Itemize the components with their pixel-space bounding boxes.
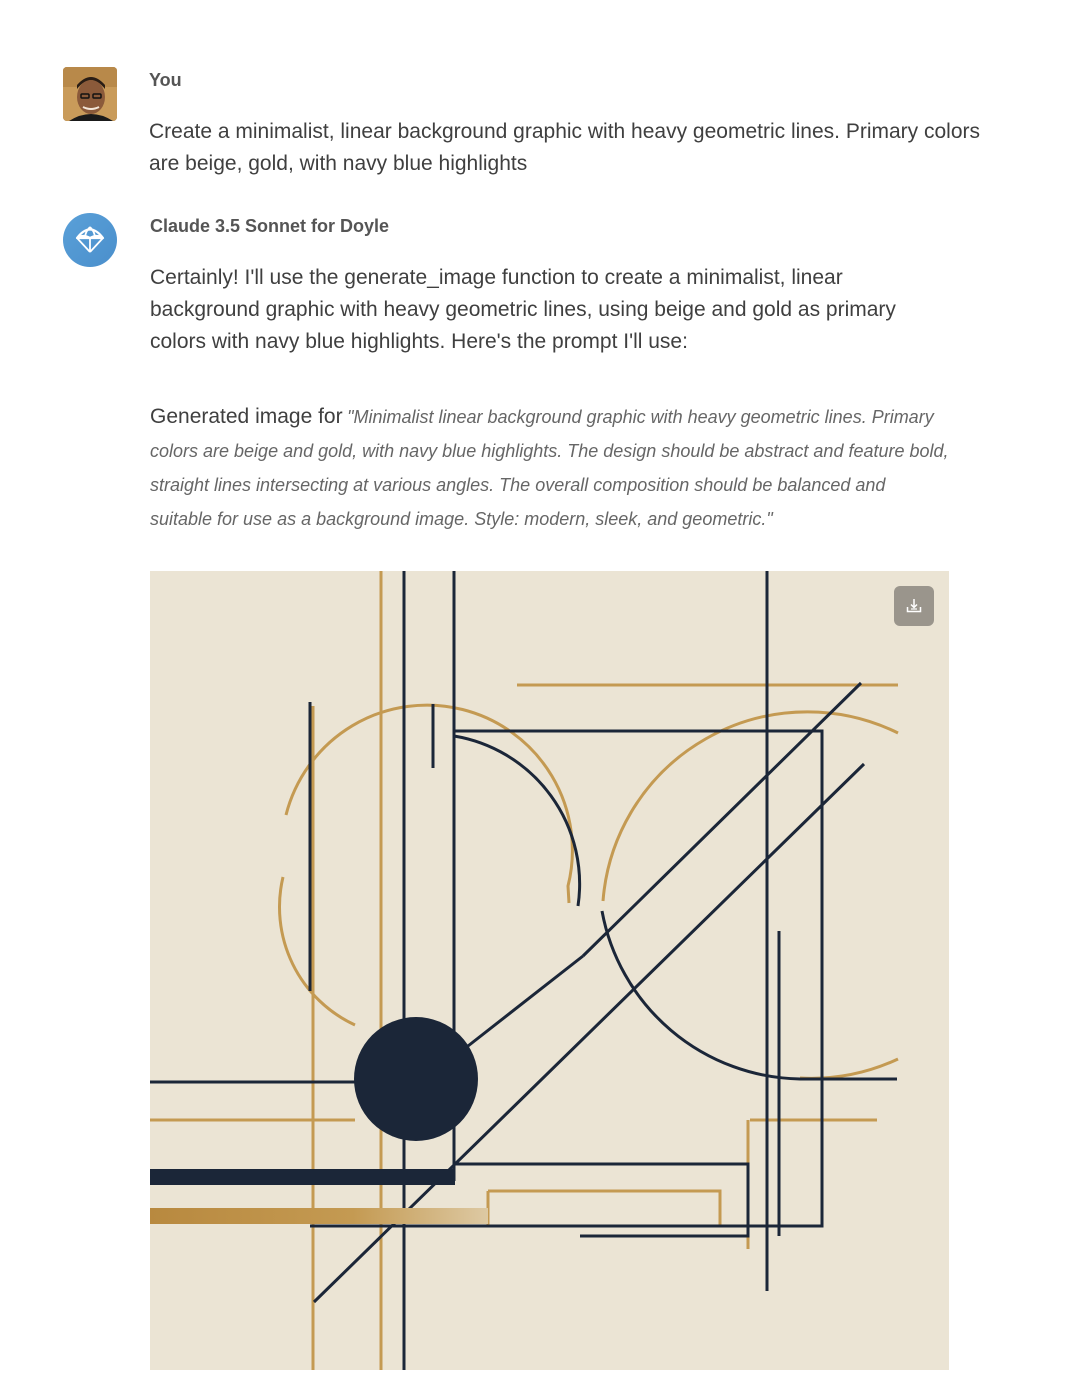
generated-image-caption (150, 401, 950, 537)
assistant-author-name: Claude 3.5 Sonnet for Doyle (150, 216, 390, 236)
download-button[interactable] (894, 586, 934, 626)
user-photo (63, 67, 117, 121)
download-icon (905, 597, 923, 615)
parachute-icon (73, 223, 107, 257)
user-avatar (63, 67, 117, 121)
user-message-text: Create a minimalist, linear background graphic with heavy geometric lines. Primary colors are beige, gold, with navy blue highlights (149, 120, 981, 175)
generated-image-lead: Generated image for (150, 405, 343, 428)
user-author-name: You (149, 70, 182, 90)
assistant-message-text: Certainly! I'll use the generate_image function to create a minimalist, linear background graphic with heavy geometric lines, using beige and gold as primary colors with navy blue highlights. Here's the prompt I'll use: (150, 266, 896, 353)
geometric-artwork (150, 571, 949, 1370)
generated-image[interactable] (150, 571, 949, 1370)
generated-image-prompt: "Minimalist linear background graphic with heavy geometric lines. Primary colors are beige and gold, with navy blue highlights. The design should be abstract and feature bold, straight lines intersecting at various angles. The overall composition should be balanced and suitable for use as a background image. Style: modern, sleek, and geometric." (150, 407, 949, 529)
assistant-avatar (63, 213, 117, 267)
